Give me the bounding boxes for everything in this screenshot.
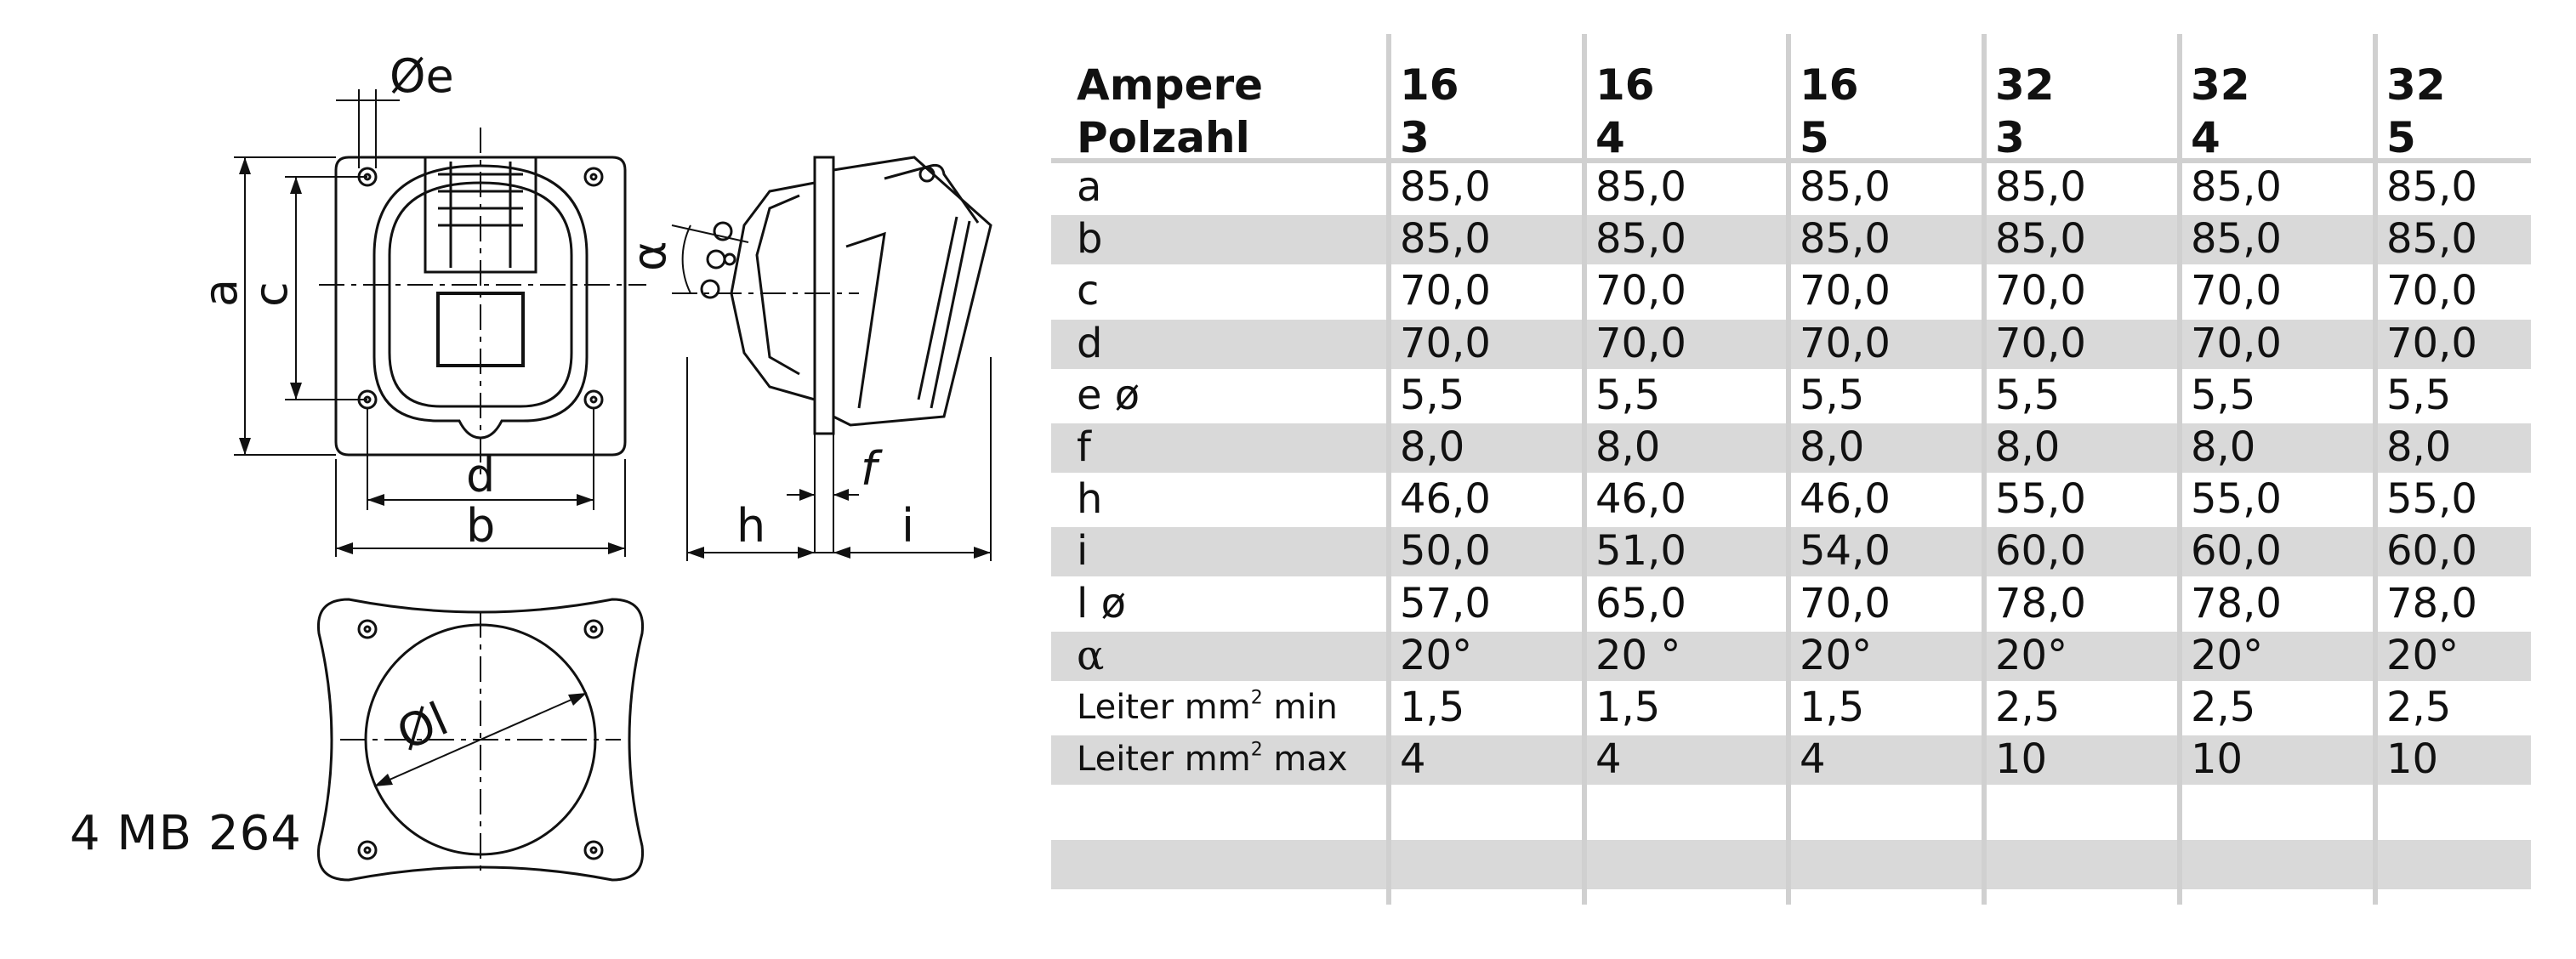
header-polzahl-label: Polzahl <box>1077 113 1250 162</box>
table-cell: 78,0 <box>2191 579 2282 627</box>
table-cell: 20° <box>1400 631 1473 679</box>
table-cell: 5,5 <box>1800 371 1865 419</box>
header-poles-value: 5 <box>2386 113 2416 162</box>
table-cell: 60,0 <box>2191 527 2282 576</box>
row-label: α <box>1077 631 1105 679</box>
header-poles-value: 3 <box>1995 113 2025 162</box>
row-label <box>1077 734 1348 786</box>
table-cell: 20 ° <box>1595 631 1681 679</box>
table-cell: 78,0 <box>1995 579 2086 627</box>
table-cell: 10 <box>1995 735 2048 784</box>
header-poles-value: 4 <box>2191 113 2221 162</box>
column-separator <box>1786 34 1791 905</box>
front-view <box>234 89 646 557</box>
table-cell: 1,5 <box>1595 684 1661 731</box>
header-ampere-value: 32 <box>1995 60 2055 110</box>
label-a: a <box>194 278 247 307</box>
table-cell: 70,0 <box>2191 267 2282 315</box>
table-cell: 70,0 <box>1400 267 1491 315</box>
row-shading-band <box>1051 840 2531 889</box>
table-cell: 60,0 <box>2386 527 2477 576</box>
table-cell: 8,0 <box>1995 423 2061 471</box>
table-cell: 70,0 <box>2386 267 2477 315</box>
table-cell: 55,0 <box>1995 475 2086 524</box>
row-shading-band <box>1051 423 2531 473</box>
header-ampere-value: 32 <box>2191 60 2250 110</box>
row-label <box>1077 682 1338 734</box>
table-cell: 85,0 <box>1595 215 1686 264</box>
row-label: b <box>1077 215 1103 264</box>
table-cell: 65,0 <box>1595 579 1686 627</box>
header-ampere-value: 16 <box>1400 60 1459 110</box>
row-label: c <box>1077 267 1100 315</box>
table-cell: 85,0 <box>1400 215 1491 264</box>
header-poles-value: 5 <box>1800 113 1829 162</box>
label-alpha: α <box>623 241 676 271</box>
table-cell: 2,5 <box>1995 684 2061 731</box>
row-label-suffix: max <box>1262 740 1348 780</box>
row-label: e ø <box>1077 371 1140 419</box>
table-cell: 70,0 <box>1800 579 1891 627</box>
table-cell: 85,0 <box>2191 215 2282 264</box>
label-l-diameter: Øl <box>389 691 456 761</box>
table-cell: 2,5 <box>2386 684 2452 731</box>
table-cell: 85,0 <box>2191 163 2282 211</box>
row-label-suffix: min <box>1262 688 1338 727</box>
header-ampere-value: 32 <box>2386 60 2446 110</box>
table-cell: 4 <box>1595 735 1622 784</box>
table-cell: 60,0 <box>1995 527 2086 576</box>
row-label: i <box>1077 527 1089 576</box>
table-cell: 5,5 <box>2191 371 2256 419</box>
table-cell: 85,0 <box>1595 163 1686 211</box>
label-b: b <box>466 499 496 553</box>
table-cell: 85,0 <box>2386 163 2477 211</box>
header-separator <box>1051 158 2531 163</box>
table-cell: 70,0 <box>1595 267 1686 315</box>
table-cell: 46,0 <box>1400 475 1491 524</box>
table-cell: 70,0 <box>2386 319 2477 367</box>
label-c: c <box>244 281 298 307</box>
table-cell: 8,0 <box>2191 423 2256 471</box>
column-separator <box>1386 34 1391 905</box>
row-label: d <box>1077 319 1103 367</box>
table-cell: 70,0 <box>1400 319 1491 367</box>
row-label-text: Leiter mm <box>1077 740 1251 780</box>
table-cell: 46,0 <box>1595 475 1686 524</box>
label-e-diameter: Øe <box>390 49 454 103</box>
table-cell: 20° <box>1995 631 2068 679</box>
row-label: f <box>1077 423 1091 471</box>
table-cell: 70,0 <box>1800 319 1891 367</box>
table-cell: 8,0 <box>1595 423 1661 471</box>
header-ampere-value: 16 <box>1800 60 1859 110</box>
table-cell: 20° <box>2386 631 2459 679</box>
column-separator <box>1982 34 1987 905</box>
row-label-superscript: 2 <box>1250 687 1263 709</box>
table-cell: 8,0 <box>1800 423 1865 471</box>
table-cell: 51,0 <box>1595 527 1686 576</box>
table-cell: 55,0 <box>2386 475 2477 524</box>
product-code: 4 MB 264 <box>70 806 302 861</box>
table-cell: 85,0 <box>1995 163 2086 211</box>
table-cell: 85,0 <box>1400 163 1491 211</box>
table-cell: 54,0 <box>1800 527 1891 576</box>
header-ampere-label: Ampere <box>1077 60 1264 110</box>
table-cell: 50,0 <box>1400 527 1491 576</box>
column-separator <box>1582 34 1587 905</box>
table-cell: 85,0 <box>1995 215 2086 264</box>
row-label-text: Leiter mm <box>1077 688 1251 727</box>
label-i: i <box>901 499 915 553</box>
table-cell: 70,0 <box>1995 267 2086 315</box>
table-cell: 8,0 <box>1400 423 1465 471</box>
table-cell: 10 <box>2191 735 2243 784</box>
row-shading-band <box>1051 215 2531 264</box>
table-cell: 1,5 <box>1800 684 1865 731</box>
column-separator <box>2373 34 2378 905</box>
table-cell: 85,0 <box>1800 215 1891 264</box>
table-cell: 85,0 <box>1800 163 1891 211</box>
table-cell: 5,5 <box>1595 371 1661 419</box>
table-cell: 2,5 <box>2191 684 2256 731</box>
row-shading-band <box>1051 320 2531 369</box>
side-view <box>672 157 991 561</box>
row-label-superscript: 2 <box>1250 739 1263 761</box>
table-cell: 1,5 <box>1400 684 1465 731</box>
table-cell: 4 <box>1800 735 1826 784</box>
label-f: f <box>861 442 878 496</box>
table-cell: 85,0 <box>2386 215 2477 264</box>
row-label: l ø <box>1077 579 1126 627</box>
table-cell: 70,0 <box>1800 267 1891 315</box>
label-d: d <box>466 449 496 502</box>
row-label: a <box>1077 163 1102 211</box>
table-cell: 8,0 <box>2386 423 2452 471</box>
column-separator <box>2177 34 2182 905</box>
spec-table <box>1051 27 2531 905</box>
table-cell: 70,0 <box>1595 319 1686 367</box>
table-cell: 55,0 <box>2191 475 2282 524</box>
row-shading-band <box>1051 527 2531 576</box>
table-cell: 5,5 <box>1995 371 2061 419</box>
table-cell: 5,5 <box>1400 371 1465 419</box>
header-ampere-value: 16 <box>1595 60 1655 110</box>
table-cell: 10 <box>2386 735 2439 784</box>
table-cell: 5,5 <box>2386 371 2452 419</box>
table-cell: 57,0 <box>1400 579 1491 627</box>
table-cell: 20° <box>1800 631 1873 679</box>
cutout-view <box>318 599 642 880</box>
row-shading-band <box>1051 632 2531 681</box>
table-cell: 20° <box>2191 631 2264 679</box>
row-label: h <box>1077 475 1103 524</box>
table-cell: 46,0 <box>1800 475 1891 524</box>
header-poles-value: 4 <box>1595 113 1625 162</box>
table-cell: 4 <box>1400 735 1426 784</box>
table-cell: 78,0 <box>2386 579 2477 627</box>
header-poles-value: 3 <box>1400 113 1430 162</box>
label-h: h <box>736 499 766 553</box>
table-cell: 70,0 <box>1995 319 2086 367</box>
table-cell: 70,0 <box>2191 319 2282 367</box>
